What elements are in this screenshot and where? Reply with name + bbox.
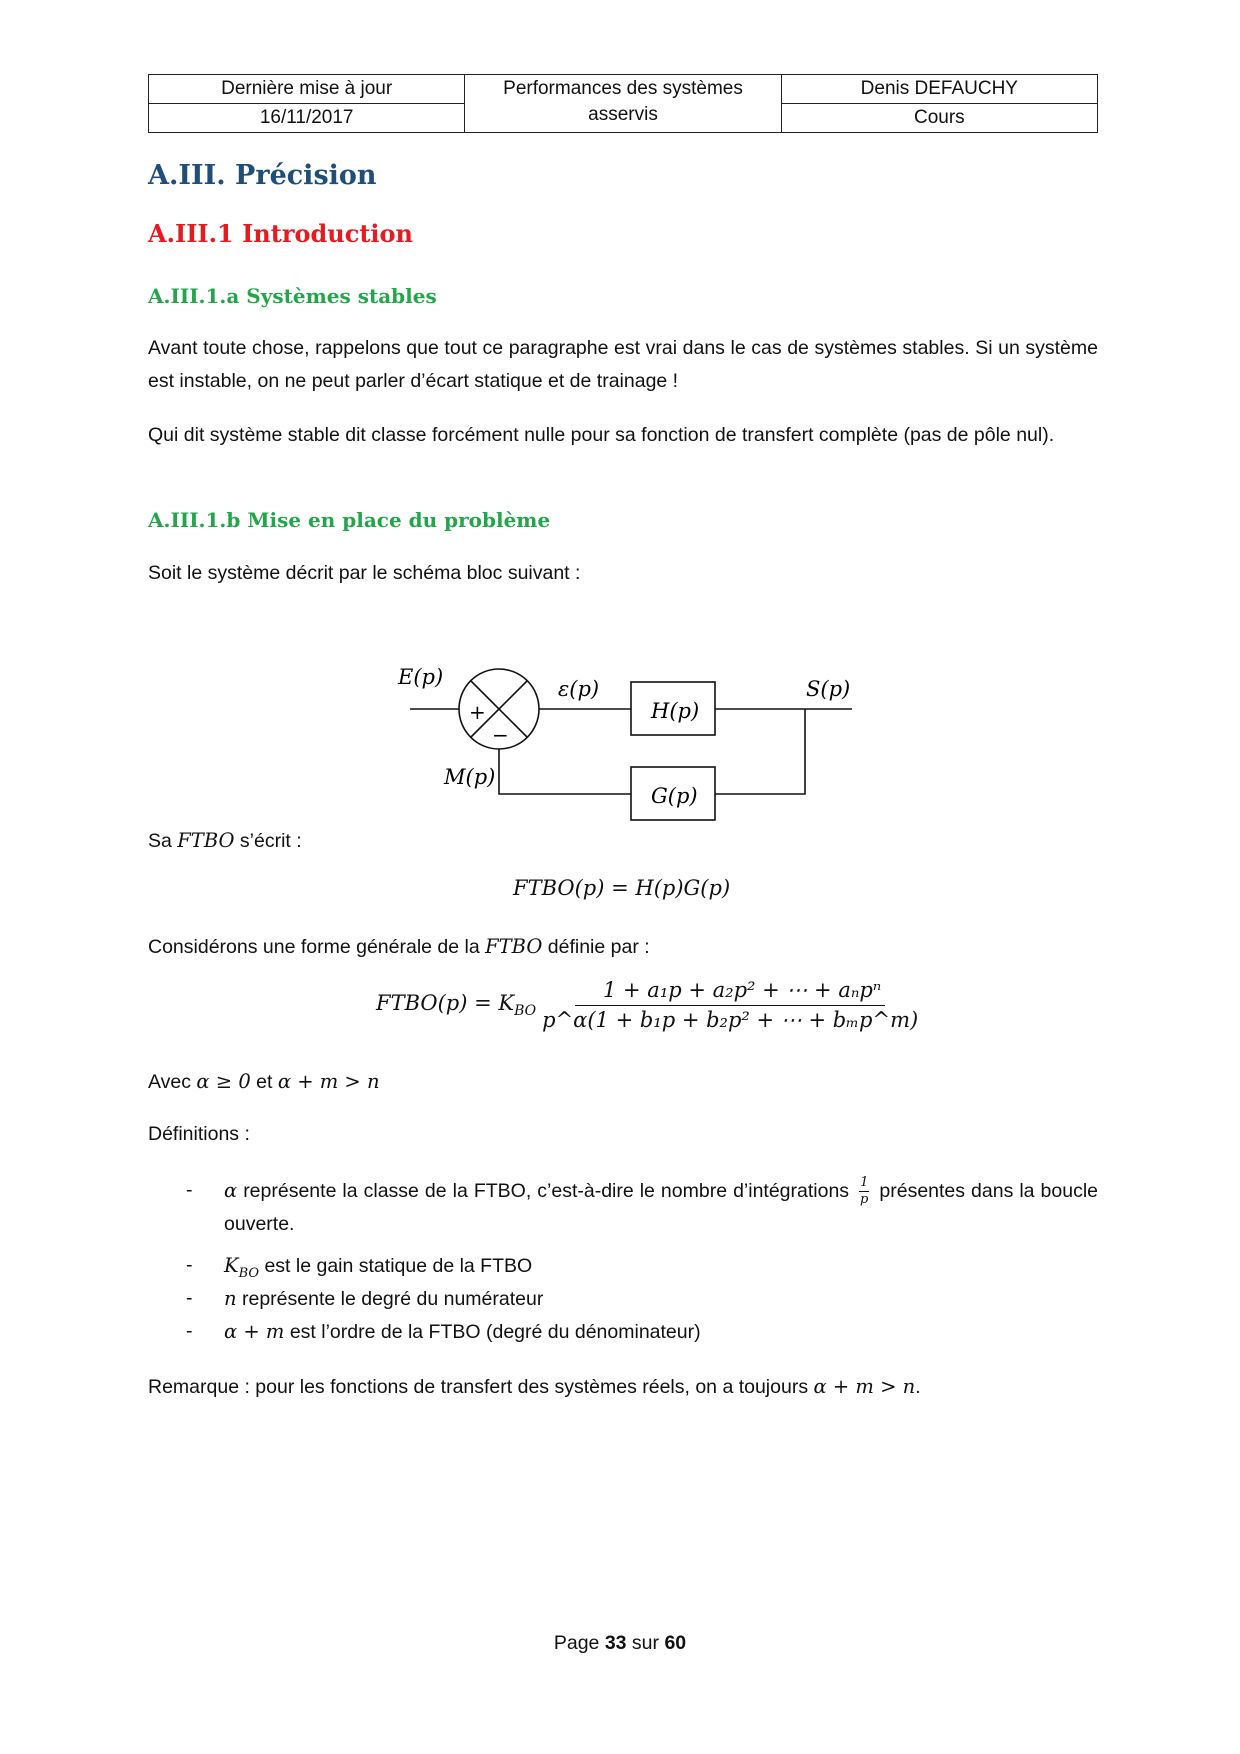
text: Sa: [148, 830, 178, 852]
math-ftbo: FTBO: [485, 935, 543, 958]
text: et: [250, 1071, 278, 1093]
paragraph-class-zero: Qui dit système stable dit classe forcément nulle pour sa fonction de transfert complète (pas de pôle nul).: [148, 424, 1055, 446]
math-alpha-condition: α ≥ 0: [196, 1070, 251, 1093]
course-title-line2: asservis: [588, 104, 658, 125]
last-update-date: 16/11/2017: [149, 104, 465, 133]
paragraph-conditions: [148, 1065, 1098, 1099]
math-n: n: [224, 1287, 237, 1310]
bullet: -: [186, 1254, 193, 1276]
math-ftbo: FTBO: [177, 829, 235, 852]
lhs-subscript: BO: [514, 1003, 537, 1020]
course-title-line1: Performances des systèmes: [503, 78, 743, 99]
definition-text: [224, 1174, 1098, 1241]
subsection-title: A.III.1 Introduction: [148, 219, 413, 248]
page-number: 33: [604, 1632, 627, 1654]
math-order-condition: α + m > n: [277, 1070, 380, 1093]
feedback-line-left: [499, 749, 631, 794]
frac-num: 1: [860, 1175, 869, 1191]
page-footer: [0, 1632, 1240, 1655]
text: représente le degré du numérateur: [236, 1288, 544, 1310]
math-order: α + m: [224, 1320, 285, 1343]
equation-lhs: [376, 991, 536, 1019]
minus-sign: −: [492, 723, 509, 747]
definition-text: [224, 1315, 1098, 1349]
label-measure: M(p): [444, 765, 496, 789]
paragraph-remark: [148, 1370, 1098, 1404]
paragraph-ftbo-intro: [148, 824, 1098, 858]
numerator: 1 + a₁p + a₂p² + ⋯ + aₙpⁿ: [575, 978, 885, 1006]
last-update-label: Dernière mise à jour: [149, 75, 465, 104]
subsubsection-b-title: A.III.1.b Mise en place du problème: [148, 508, 551, 532]
feedback-line-right: [715, 709, 805, 794]
label-forward-block: H(p): [651, 699, 700, 723]
text: définie par :: [542, 936, 650, 958]
label-output: S(p): [806, 677, 851, 701]
plus-sign: +: [469, 700, 486, 724]
math-kbo: K: [224, 1254, 239, 1277]
text: s’écrit :: [234, 830, 302, 852]
definition-text: [224, 1282, 1098, 1316]
definitions-label: Définitions :: [148, 1123, 250, 1145]
math-order-condition: α + m > n: [813, 1375, 916, 1398]
frac-den: p: [860, 1192, 869, 1208]
lhs-text: FTBO(p) = K: [376, 990, 515, 1015]
paragraph-stable-systems: Avant toute chose, rappelons que tout ce paragraphe est vrai dans le cas de systèmes stables. Si un système est instable, on ne peut parler d’écart statique et de trainage !: [148, 337, 1098, 392]
text: Avec: [148, 1071, 197, 1093]
fraction-one-over-p: [859, 1176, 869, 1207]
footer-sep: sur: [626, 1632, 665, 1654]
text: .: [915, 1376, 921, 1398]
author: Denis DEFAUCHY: [781, 75, 1097, 104]
text: présentes dans la boucle ouverte.: [224, 1180, 1098, 1235]
text: Considérons une forme générale de la: [148, 936, 486, 958]
math-alpha: α: [224, 1179, 238, 1202]
text: Remarque : pour les fonctions de transfert des systèmes réels, on a toujours: [148, 1376, 814, 1398]
equation-ftbo-product: FTBO(p) = H(p)G(p): [513, 876, 731, 900]
bullet: -: [186, 1179, 193, 1201]
label-error: ε(p): [558, 677, 600, 701]
equation-fraction: [542, 978, 918, 1032]
bullet: -: [186, 1320, 193, 1342]
section-title: A.III. Précision: [148, 160, 377, 191]
text: représente la classe de la FTBO, c’est-à-dire le nombre d’intégrations: [237, 1180, 856, 1202]
label-feedback-block: G(p): [651, 784, 698, 808]
page-total: 60: [664, 1632, 687, 1654]
bullet: -: [186, 1287, 193, 1309]
paragraph-block-diagram-intro: Soit le système décrit par le schéma bloc suivant :: [148, 562, 581, 584]
text: est l’ordre de la FTBO (degré du dénominateur): [284, 1321, 701, 1343]
doc-type: Cours: [781, 104, 1097, 133]
text: est le gain statique de la FTBO: [259, 1255, 533, 1277]
paragraph-general-form: [148, 930, 1098, 964]
footer-prefix: Page: [553, 1632, 605, 1654]
equation-ftbo-general: [376, 978, 918, 1032]
denominator: p^α(1 + b₁p + b₂p² + ⋯ + bₘp^m): [542, 1008, 919, 1032]
label-input: E(p): [398, 665, 444, 689]
subsubsection-a-title: A.III.1.a Systèmes stables: [148, 284, 437, 308]
math-subscript: BO: [238, 1265, 260, 1281]
